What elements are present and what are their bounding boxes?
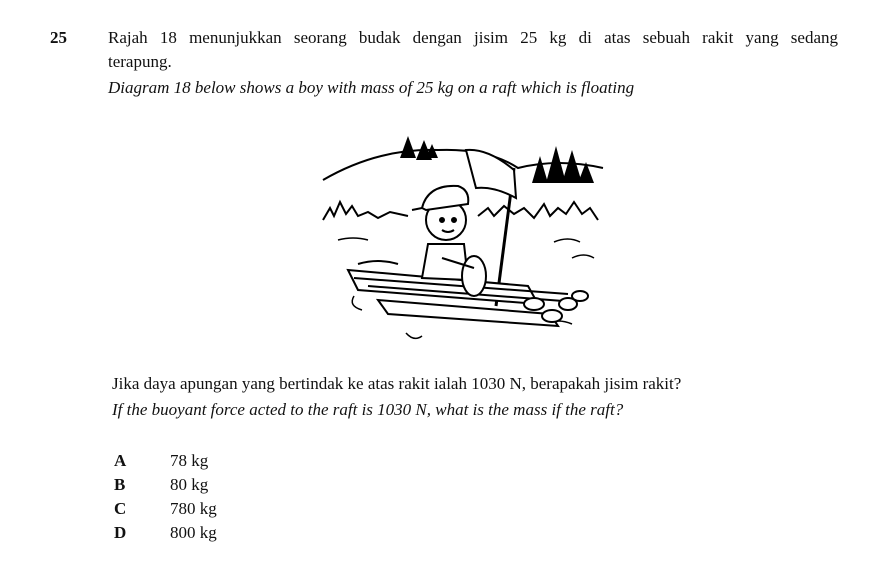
question-number: 25 — [50, 28, 67, 47]
option-letter: D — [114, 523, 127, 542]
option-letter: B — [114, 475, 126, 494]
option-value: 780 kg — [170, 499, 217, 518]
boy-on-raft-diagram — [318, 128, 608, 353]
option-letter: C — [114, 499, 127, 518]
english-question: If the buoyant force acted to the raft is 1030 N, what is the mass if the raft? — [112, 400, 624, 419]
flag — [466, 150, 516, 198]
option-letter: A — [114, 451, 127, 470]
malay-question: Jika daya apungan yang bertindak ke atas rakit ialah 1030 N, berapakah jisim rakit? — [112, 374, 682, 393]
option-value: 78 kg — [170, 451, 209, 470]
trees-left — [400, 136, 438, 160]
malay-intro-line1: Rajah 18 menunjukkan seorang budak dengan jisim 25 kg di atas sebuah rakit yang sedang — [108, 28, 838, 47]
option-value: 80 kg — [170, 475, 209, 494]
english-intro: Diagram 18 below shows a boy with mass of 25 kg on a raft which is floating — [108, 78, 635, 97]
malay-intro-line2: terapung. — [108, 52, 172, 71]
option-value: 800 kg — [170, 523, 217, 542]
